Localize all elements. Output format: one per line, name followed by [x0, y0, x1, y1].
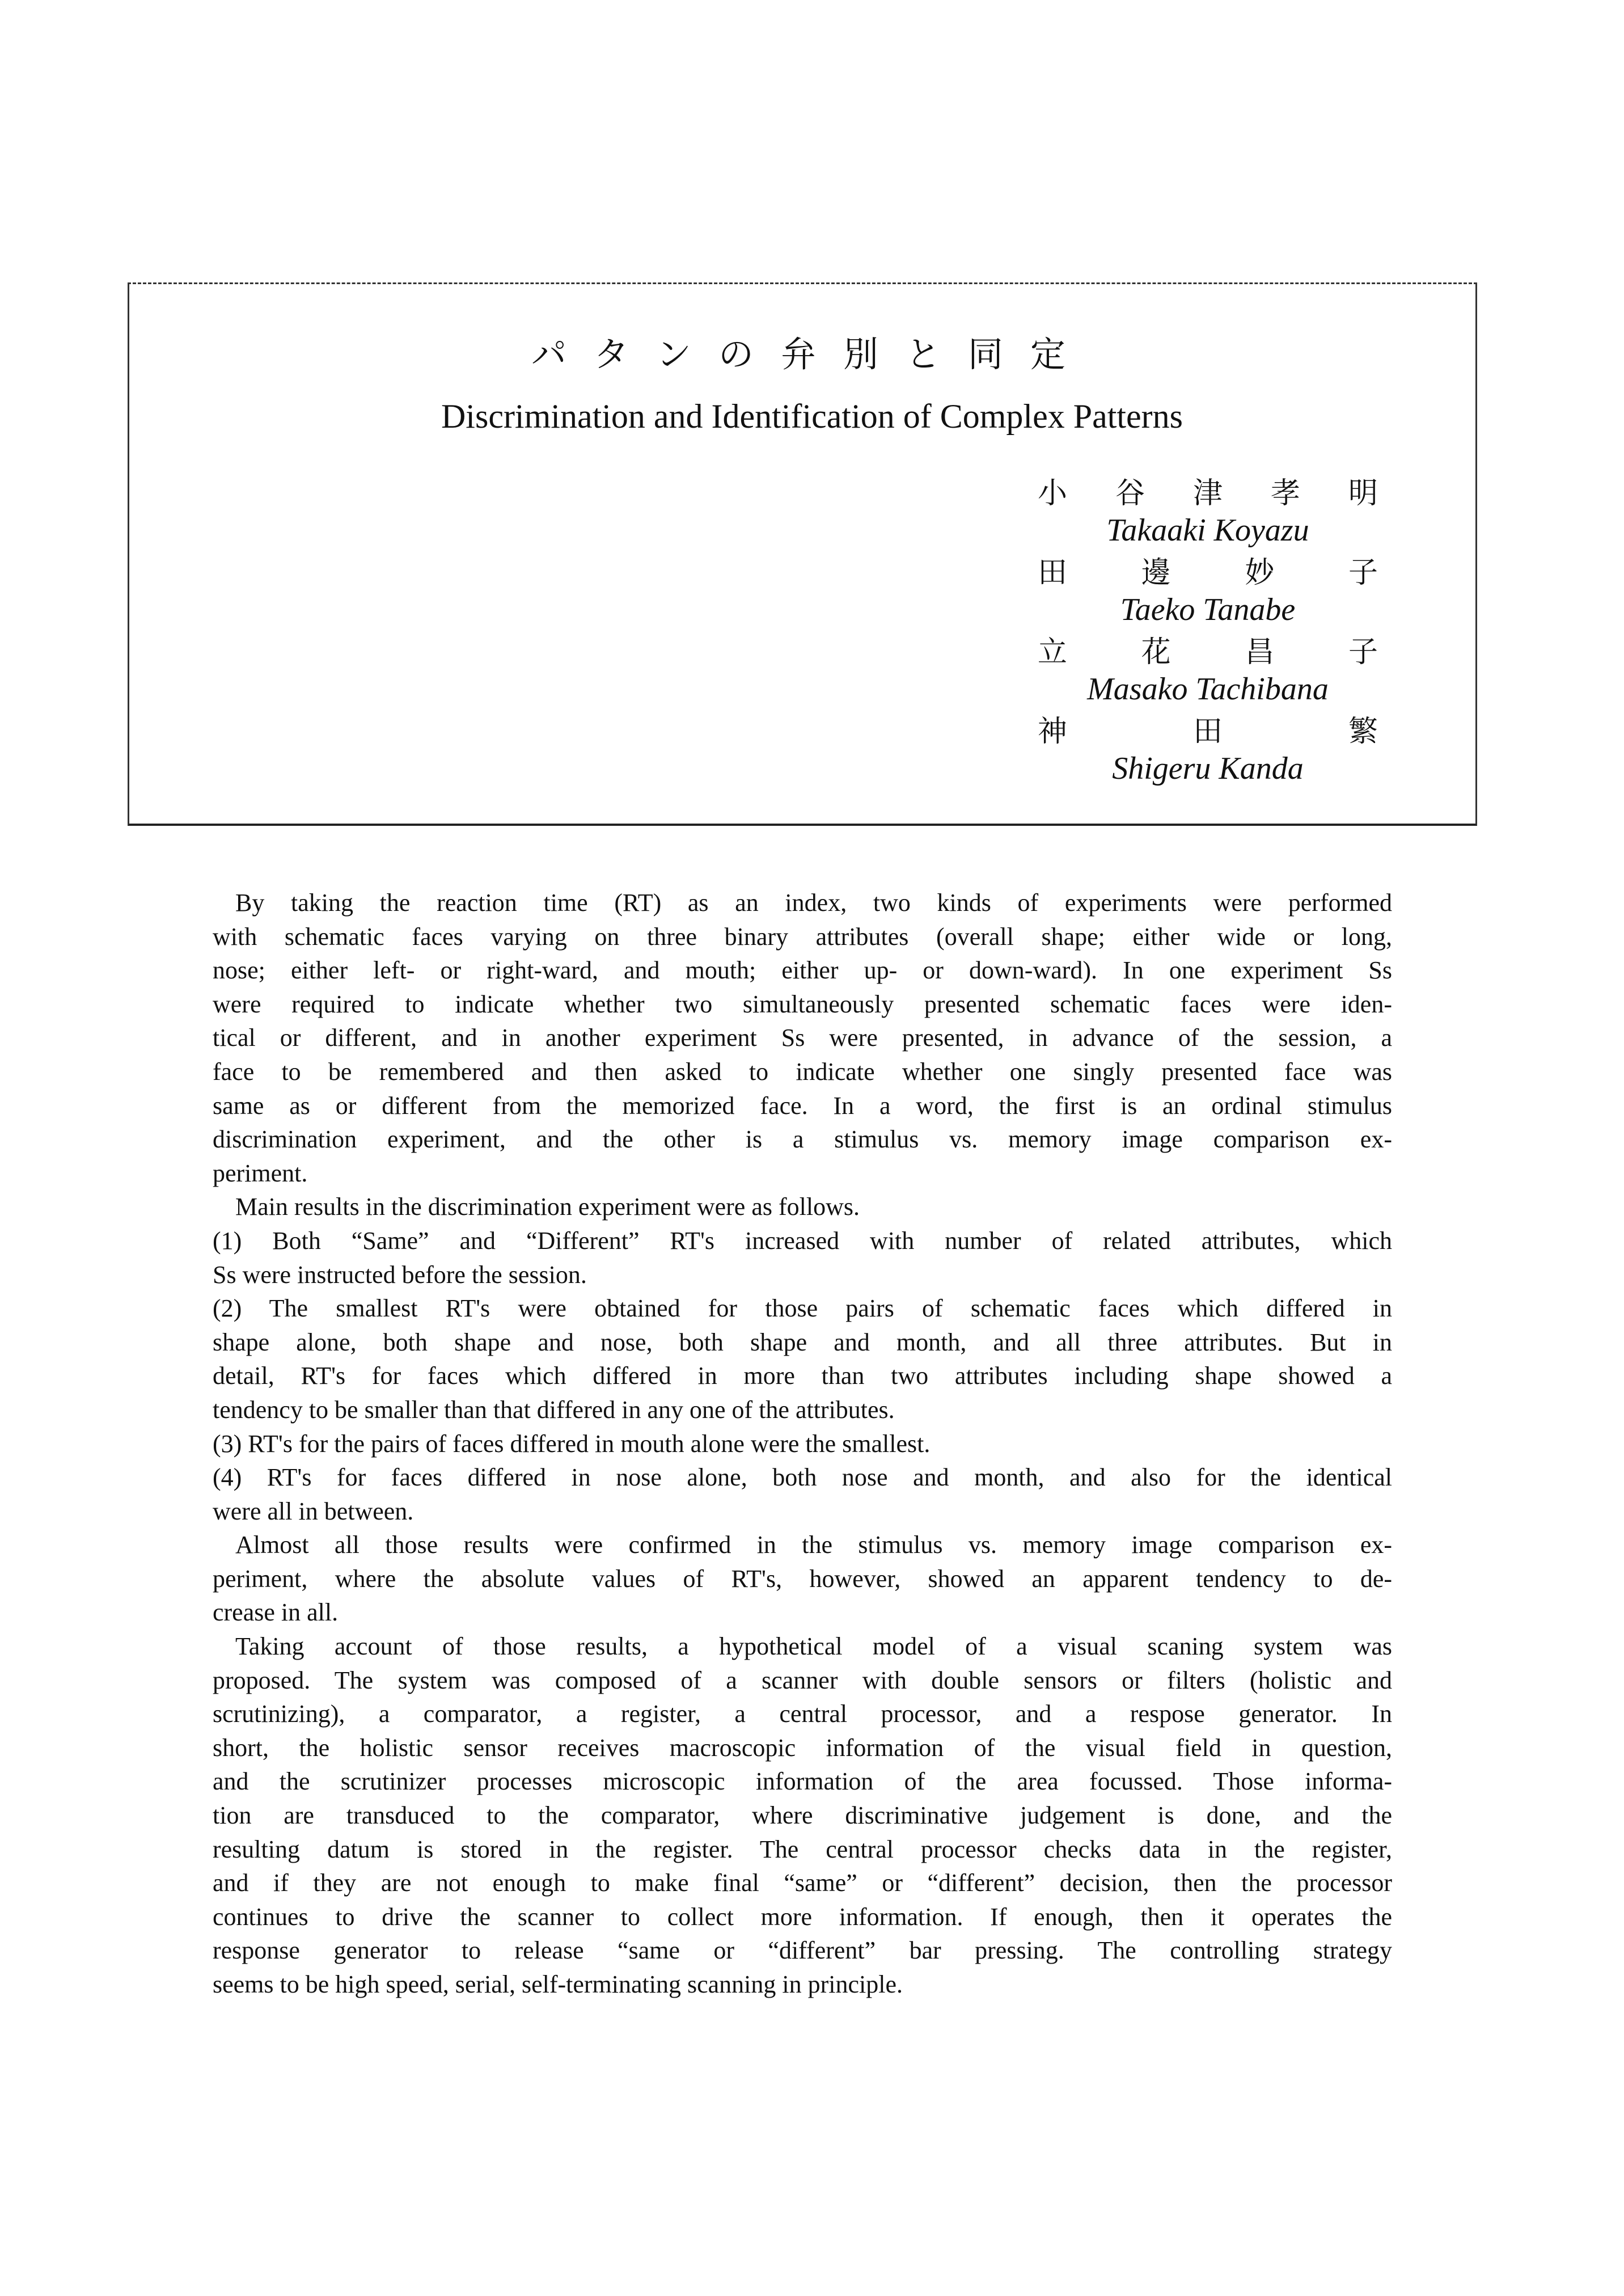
author-name-japanese: [1038, 553, 1378, 593]
author-name-romanized: Masako Tachibana: [1087, 672, 1329, 707]
author-name-char: 子: [1348, 635, 1378, 669]
author-name-char: 田: [1038, 556, 1068, 590]
author-name-char: 小: [1038, 476, 1068, 510]
text-line: crease in all.: [213, 1598, 339, 1627]
title-japanese: パタンの弁別と同定: [531, 334, 1093, 375]
author-list: [1038, 474, 1378, 791]
text-line: nose; either left- or right-ward, and mouth; either up- or down-ward). In one experiment Ss: [213, 956, 1392, 985]
text-line: tendency to be smaller than that differed in any one of the attributes.: [213, 1395, 895, 1424]
text-line: seems to be high speed, serial, self-terminating scanning in principle.: [213, 1970, 903, 1998]
author-name-romanized: Takaaki Koyazu: [1106, 513, 1309, 548]
text-line: Ss were instructed before the session.: [213, 1260, 587, 1289]
text-line: tion are transduced to the comparator, where discriminative judgement is done, and the: [213, 1801, 1392, 1830]
text-line: (2) The smallest RT's were obtained for those pairs of schematic faces which differed in: [213, 1294, 1392, 1323]
text-line: (3) RT's for the pairs of faces differed in mouth alone were the smallest.: [213, 1429, 931, 1458]
text-line: periment, where the absolute values of RT's, however, showed an apparent tendency to de-: [213, 1564, 1392, 1593]
author-name-char: 津: [1192, 476, 1223, 510]
author-name-romanized: Shigeru Kanda: [1112, 751, 1304, 786]
text-line: (1) Both “Same” and “Different” RT's increased with number of related attributes, which: [213, 1226, 1392, 1255]
text-line: same as or different from the memorized face. In a word, the first is an ordinal stimulus: [213, 1091, 1392, 1120]
text-line: Almost all those results were confirmed in the stimulus vs. memory image comparison ex-: [235, 1531, 1392, 1559]
text-line: short, the holistic sensor receives macroscopic information of the visual field in question,: [213, 1733, 1392, 1762]
abstract-body: [213, 886, 1392, 2002]
author-name-japanese: [1038, 474, 1378, 513]
text-line: periment.: [213, 1159, 308, 1187]
text-line: were all in between.: [213, 1497, 414, 1525]
text-line: By taking the reaction time (RT) as an index, two kinds of experiments were performed: [235, 889, 1392, 917]
title-english: Discrimination and Identification of Complex Patterns: [441, 398, 1183, 435]
author-name-char: 繁: [1348, 715, 1378, 749]
text-line: tical or different, and in another experiment Ss were presented, in advance of the session, a: [213, 1024, 1392, 1052]
text-line: with schematic faces varying on three binary attributes (overall shape; either wide or long,: [213, 922, 1392, 951]
author-name-romanized: Taeko Tanabe: [1120, 592, 1296, 627]
author-name-char: 孝: [1270, 476, 1300, 510]
author-name-char: 神: [1038, 715, 1068, 749]
text-line: and if they are not enough to make final “same” or “different” decision, then the processor: [213, 1869, 1392, 1897]
author-name-japanese: [1038, 632, 1378, 672]
author-name-char: 子: [1348, 556, 1378, 590]
text-line: scrutinizing), a comparator, a register, a central processor, and a respose generator. In: [213, 1700, 1392, 1728]
text-line: proposed. The system was composed of a scanner with double sensors or filters (holistic and: [213, 1666, 1392, 1694]
author-name-char: 立: [1038, 635, 1068, 669]
text-line: (4) RT's for faces differed in nose alone, both nose and month, and also for the identical: [213, 1463, 1392, 1492]
author-name-char: 明: [1348, 476, 1378, 510]
text-line: continues to drive the scanner to collect more information. If enough, then it operates the: [213, 1902, 1392, 1931]
text-line: response generator to release “same or “different” bar pressing. The controlling strategy: [213, 1936, 1392, 1965]
author-name-char: 邊: [1141, 556, 1171, 590]
text-line: face to be remembered and then asked to indicate whether one singly presented face was: [213, 1057, 1392, 1086]
author-name-char: 谷: [1115, 476, 1145, 510]
author-name-char: 田: [1192, 715, 1223, 749]
text-line: discrimination experiment, and the other is a stimulus vs. memory image comparison ex-: [213, 1125, 1392, 1154]
text-line: resulting datum is stored in the register. The central processor checks data in the register,: [213, 1835, 1392, 1863]
author-name-japanese: [1038, 712, 1378, 752]
text-line: were required to indicate whether two simultaneously presented schematic faces were iden-: [213, 990, 1392, 1018]
text-line: detail, RT's for faces which differed in more than two attributes including shape showed a: [213, 1362, 1392, 1390]
text-line: Taking account of those results, a hypothetical model of a visual scaning system was: [235, 1632, 1392, 1661]
author-name-char: 昌: [1245, 635, 1275, 669]
author-name-char: 花: [1141, 635, 1171, 669]
text-line: Main results in the discrimination experiment were as follows.: [235, 1193, 860, 1221]
text-line: and the scrutinizer processes microscopic information of the area focussed. Those informa-: [213, 1767, 1392, 1796]
author-name-char: 妙: [1245, 556, 1275, 590]
text-line: shape alone, both shape and nose, both shape and month, and all three attributes. But in: [213, 1328, 1392, 1356]
